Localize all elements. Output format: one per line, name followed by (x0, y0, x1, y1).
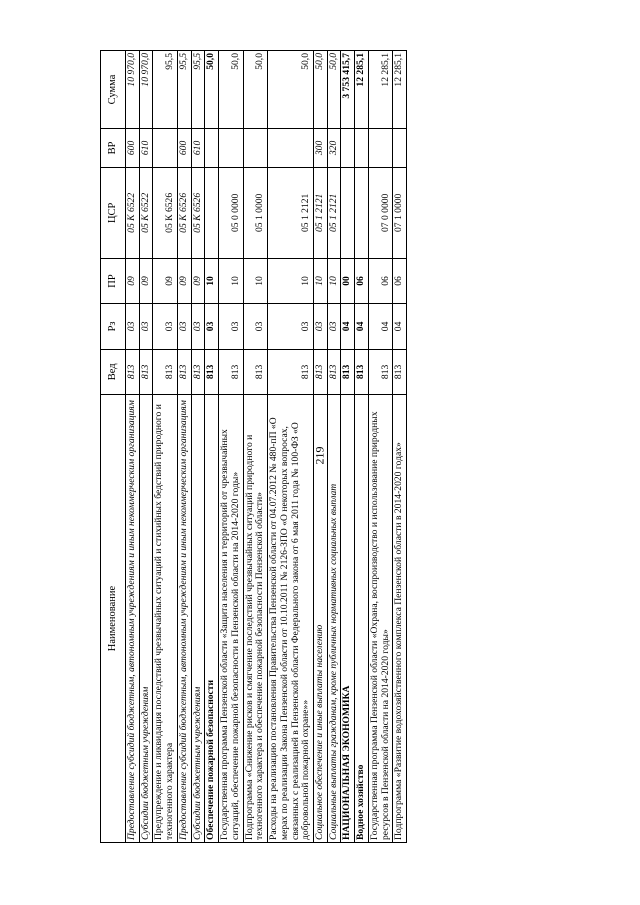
table-header-row (101, 51, 126, 843)
table-row (191, 51, 205, 843)
table-row (126, 51, 140, 843)
cell-vr: 300 (314, 128, 328, 167)
cell-name: Субсидии бюджетным учреждениям (139, 395, 153, 843)
cell-ved: 813 (205, 349, 219, 394)
cell-rz: 03 (314, 304, 328, 349)
cell-vr (368, 128, 392, 167)
cell-sum: 50,0 (243, 51, 267, 129)
cell-rz: 04 (341, 304, 355, 349)
cell-pr: 09 (153, 258, 177, 303)
cell-vr: 600 (177, 128, 191, 167)
cell-sum: 12 285,1 (393, 51, 407, 129)
cell-sum: 10 970,0 (139, 51, 153, 129)
cell-ved: 813 (177, 349, 191, 394)
cell-sum: 95,5 (153, 51, 177, 129)
table-row (327, 51, 341, 843)
table-row (177, 51, 191, 843)
cell-ved: 813 (268, 349, 314, 394)
header-sum: Сумма (101, 51, 126, 129)
cell-csr: 05 1 2121 (327, 167, 341, 258)
cell-rz: 03 (219, 304, 243, 349)
header-rz: Рз (101, 304, 126, 349)
header-csr: ЦСР (101, 167, 126, 258)
cell-ved: 813 (314, 349, 328, 394)
cell-csr: 05 К 6522 (126, 167, 140, 258)
cell-sum: 50,0 (268, 51, 314, 129)
header-name: Наименование (101, 395, 126, 843)
cell-rz: 03 (126, 304, 140, 349)
cell-pr: 00 (341, 258, 355, 303)
cell-csr: 05 1 2121 (314, 167, 328, 258)
cell-csr: 05 1 0000 (243, 167, 267, 258)
cell-csr (205, 167, 219, 258)
cell-vr (205, 128, 219, 167)
cell-ved: 813 (139, 349, 153, 394)
cell-pr: 06 (368, 258, 392, 303)
cell-vr: 610 (139, 128, 153, 167)
cell-name: Субсидии бюджетным учреждениям (191, 395, 205, 843)
cell-csr: 05 0 0000 (219, 167, 243, 258)
cell-name: Расходы на реализацию постановления Правительства Пензенской области от 04.07.2012 № 480-пП «О мерах по реализации Закона Пензенской области от 10.10.2011 № 2126-ЗПО «О некоторых вопросах, связанных с реализацией в Пензенской области Федерального закона от 6 мая 2011 года № 100-ФЗ «О добровольной пожарной охране»» (268, 395, 314, 843)
cell-ved: 813 (243, 349, 267, 394)
cell-pr: 10 (205, 258, 219, 303)
cell-rz: 04 (355, 304, 369, 349)
cell-rz: 03 (177, 304, 191, 349)
cell-pr: 09 (139, 258, 153, 303)
cell-name: Подпрограмма «Развитие водохозяйственного комплекса Пензенской области в 2014-2020 годах» (393, 395, 407, 843)
table-row (393, 51, 407, 843)
cell-rz: 03 (205, 304, 219, 349)
cell-pr: 10 (314, 258, 328, 303)
cell-vr (393, 128, 407, 167)
table-row (368, 51, 392, 843)
cell-csr: 05 К 6526 (177, 167, 191, 258)
cell-name: Водное хозяйство (355, 395, 369, 843)
budget-table-container (100, 50, 555, 843)
table-row (139, 51, 153, 843)
cell-sum: 50,0 (314, 51, 328, 129)
cell-pr: 10 (219, 258, 243, 303)
cell-sum: 50,0 (327, 51, 341, 129)
cell-vr (355, 128, 369, 167)
cell-csr: 05 К 6522 (139, 167, 153, 258)
cell-pr: 10 (243, 258, 267, 303)
table-row (268, 51, 314, 843)
cell-vr (219, 128, 243, 167)
table-row (205, 51, 219, 843)
cell-pr: 10 (327, 258, 341, 303)
cell-vr (341, 128, 355, 167)
cell-csr (355, 167, 369, 258)
cell-rz: 03 (139, 304, 153, 349)
cell-ved: 813 (126, 349, 140, 394)
cell-ved: 813 (341, 349, 355, 394)
header-ved: Вед (101, 349, 126, 394)
table-row (219, 51, 243, 843)
cell-sum: 50,0 (219, 51, 243, 129)
cell-ved: 813 (393, 349, 407, 394)
cell-sum: 12 285,1 (355, 51, 369, 129)
cell-name: Государственная программа Пензенской области «Защита населения и территорий от чрезвычайных ситуаций, обеспечение пожарной безопасности в Пензенской области на 2014-2020 годы» (219, 395, 243, 843)
cell-name: НАЦИОНАЛЬНАЯ ЭКОНОМИКА (341, 395, 355, 843)
cell-sum: 3 753 415,7 (341, 51, 355, 129)
cell-ved: 813 (153, 349, 177, 394)
cell-pr: 06 (393, 258, 407, 303)
cell-ved: 813 (219, 349, 243, 394)
cell-pr: 10 (268, 258, 314, 303)
cell-name: Предоставление субсидий бюджетным, автономным учреждениям и иным некоммерческим организациям (177, 395, 191, 843)
cell-rz: 04 (368, 304, 392, 349)
cell-name: Государственная программа Пензенской области «Охрана, воспроизводство и использование природных ресурсов в Пензенской области на 2014-2020 годы» (368, 395, 392, 843)
cell-csr: 05 1 2121 (268, 167, 314, 258)
cell-csr: 05 К 6526 (153, 167, 177, 258)
cell-name: Социальное обеспечение и иные выплаты населению (314, 395, 328, 843)
cell-name: Подпрограмма «Снижение рисков и смягчение последствий чрезвычайных ситуаций природного и техногенного характера и обеспечение пожарной безопасности Пензенской области» (243, 395, 267, 843)
cell-vr: 610 (191, 128, 205, 167)
cell-sum: 95,5 (191, 51, 205, 129)
cell-csr: 07 1 0000 (393, 167, 407, 258)
cell-vr (153, 128, 177, 167)
cell-pr: 06 (355, 258, 369, 303)
cell-rz: 03 (327, 304, 341, 349)
cell-sum: 10 970,0 (126, 51, 140, 129)
cell-vr (268, 128, 314, 167)
cell-rz: 03 (243, 304, 267, 349)
table-row (153, 51, 177, 843)
cell-vr: 600 (126, 128, 140, 167)
table-row (355, 51, 369, 843)
cell-ved: 813 (355, 349, 369, 394)
cell-rz: 03 (268, 304, 314, 349)
rotated-table (100, 50, 555, 843)
cell-csr: 05 К 6526 (191, 167, 205, 258)
cell-sum: 50,0 (205, 51, 219, 129)
cell-rz: 04 (393, 304, 407, 349)
table-row (243, 51, 267, 843)
cell-name: Обеспечение пожарной безопасности (205, 395, 219, 843)
budget-table (100, 50, 407, 843)
cell-name: Социальные выплаты гражданам, кроме публичных нормативных социальных выплат (327, 395, 341, 843)
cell-pr: 09 (191, 258, 205, 303)
table-row (341, 51, 355, 843)
cell-name: Предупреждение и ликвидация последствий чрезвычайных ситуаций и стихийных бедствий природного и техногенного характера (153, 395, 177, 843)
table-row (314, 51, 328, 843)
cell-ved: 813 (327, 349, 341, 394)
cell-pr: 09 (126, 258, 140, 303)
cell-csr (341, 167, 355, 258)
page-number: 219 (312, 446, 327, 465)
cell-name: Предоставление субсидий бюджетным, автономным учреждениям и иным некоммерческим организациям (126, 395, 140, 843)
cell-ved: 813 (191, 349, 205, 394)
header-pr: ПР (101, 258, 126, 303)
cell-rz: 03 (153, 304, 177, 349)
cell-csr: 07 0 0000 (368, 167, 392, 258)
cell-rz: 03 (191, 304, 205, 349)
cell-vr (243, 128, 267, 167)
cell-vr: 320 (327, 128, 341, 167)
cell-sum: 95,5 (177, 51, 191, 129)
cell-sum: 12 285,1 (368, 51, 392, 129)
cell-pr: 09 (177, 258, 191, 303)
header-vr: ВР (101, 128, 126, 167)
cell-ved: 813 (368, 349, 392, 394)
